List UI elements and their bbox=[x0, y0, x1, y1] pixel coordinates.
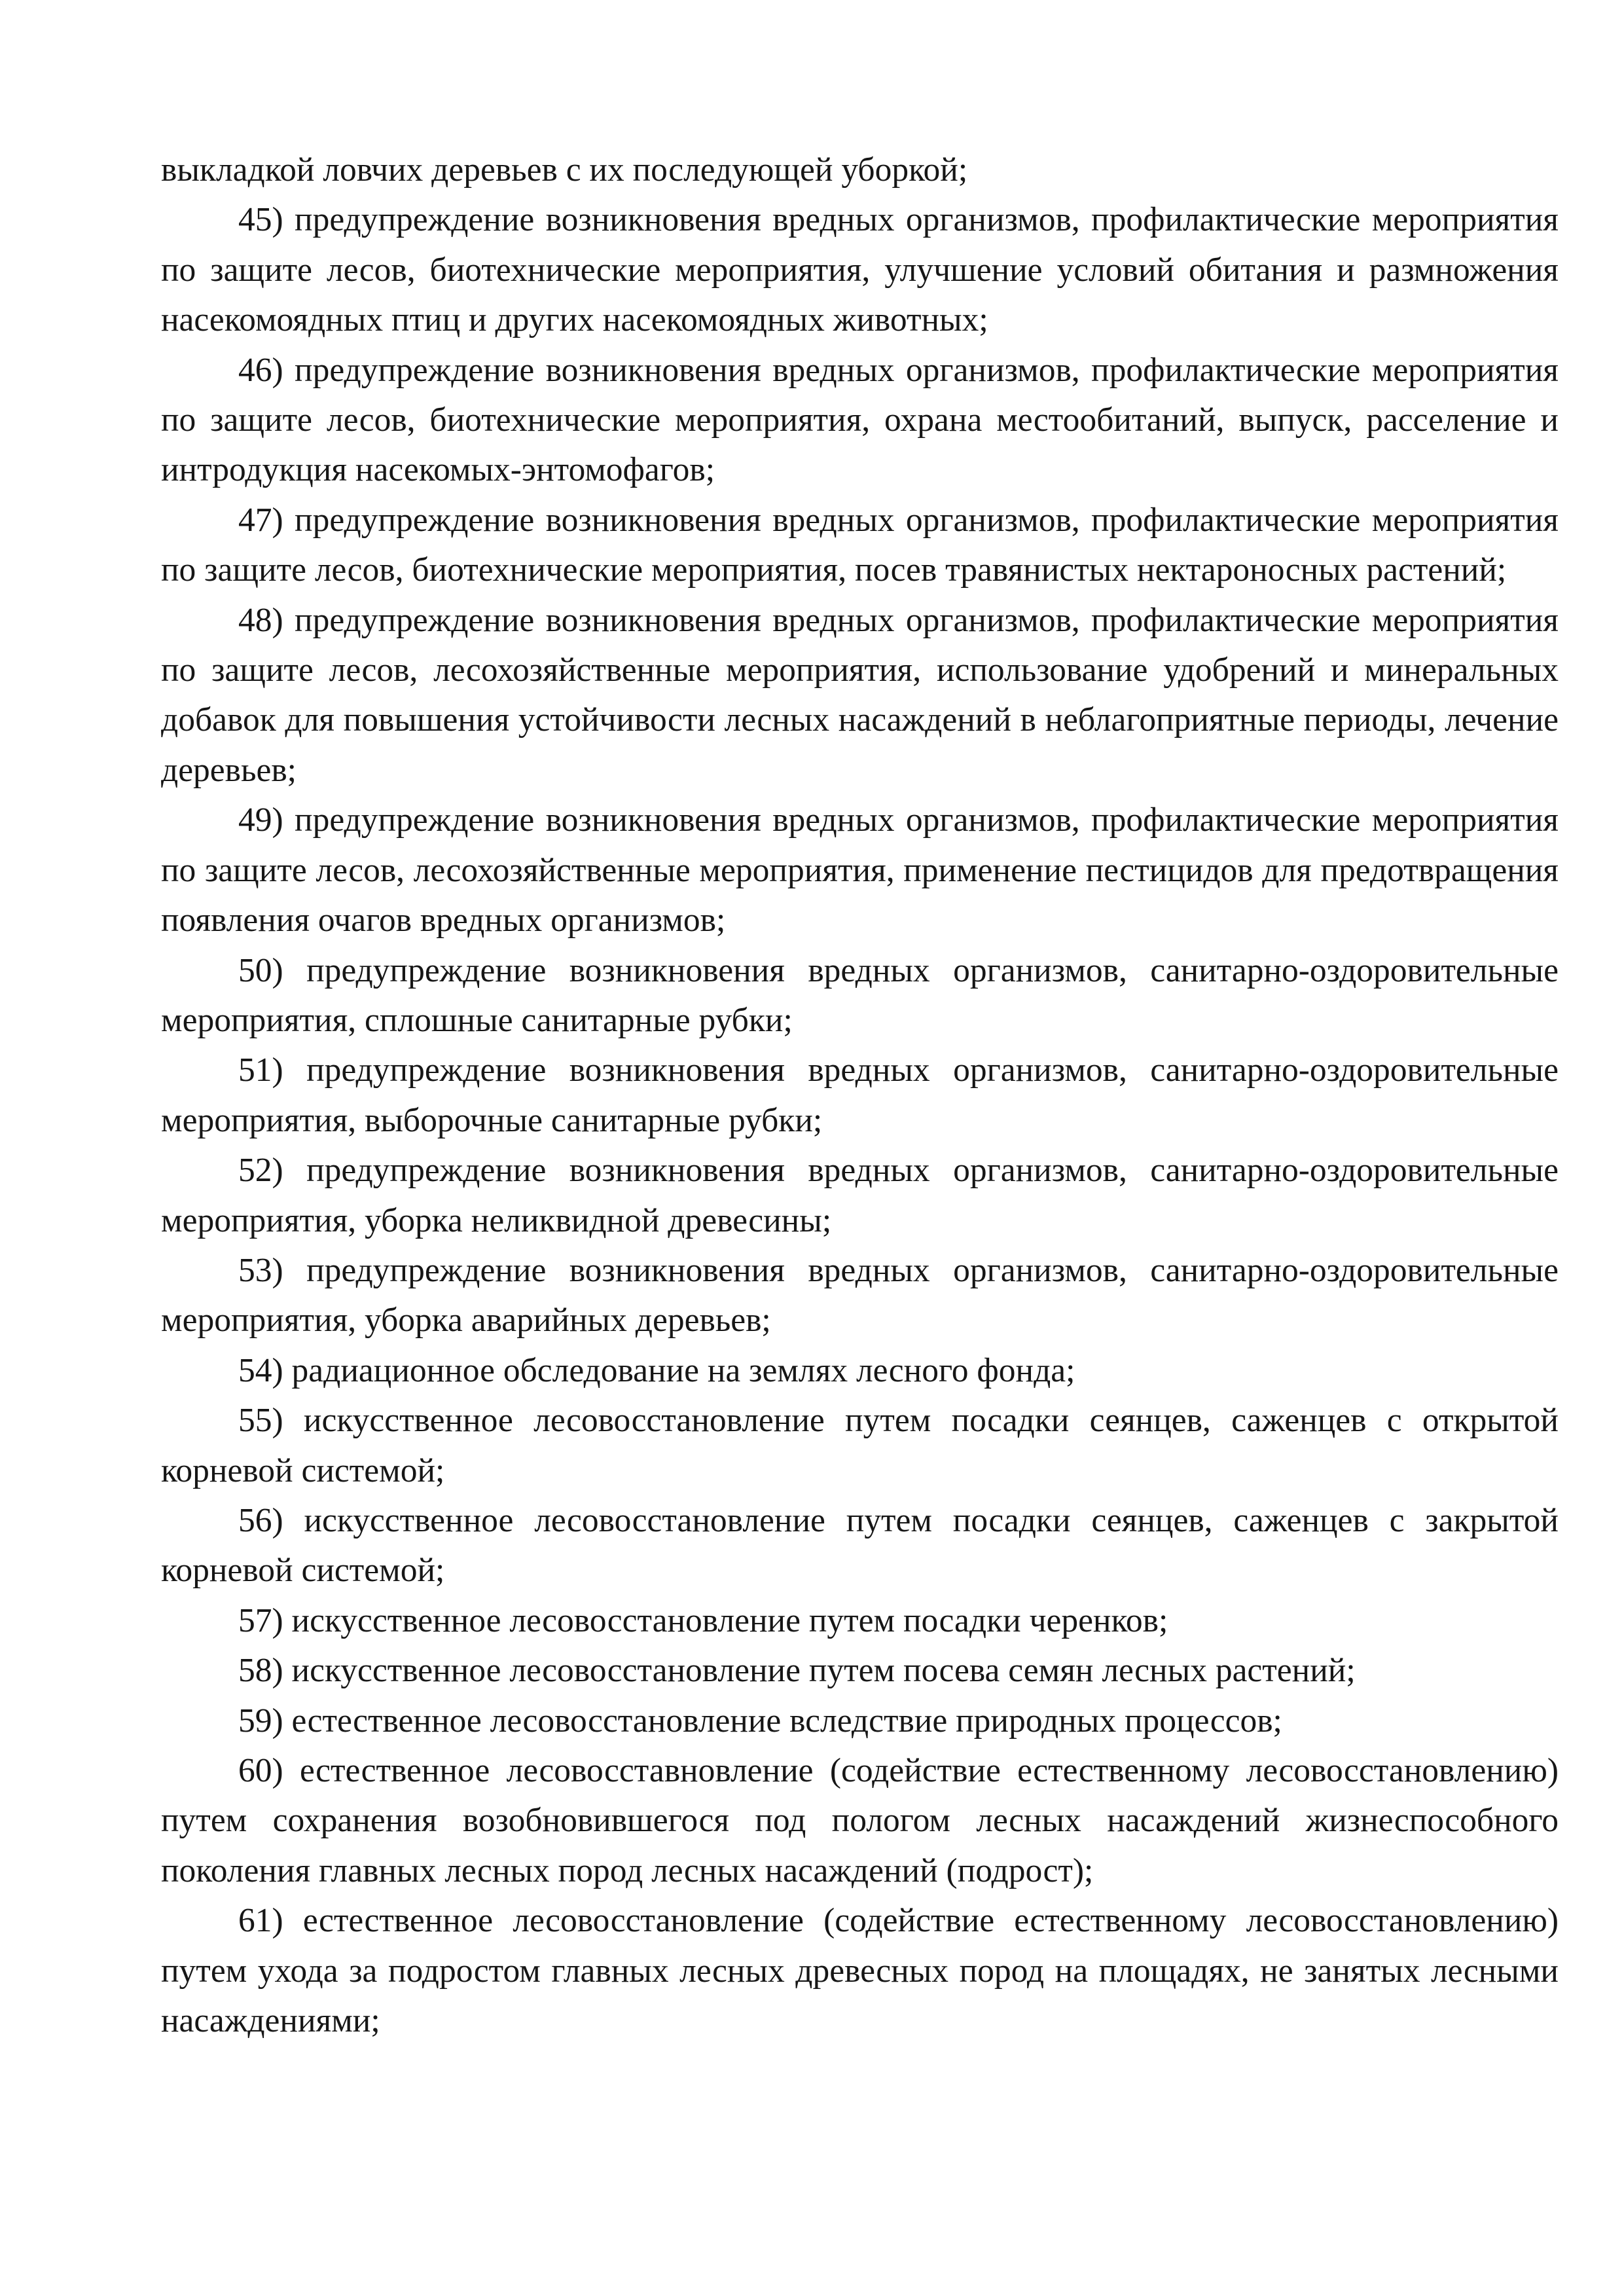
list-item-61: 61) естественное лесовосстановление (содействие естественному лесовосстановлению) путем ухода за подростом главных лесных древесных пород на площадях, не занятых лесными насаждениями; bbox=[161, 1902, 1559, 2040]
list-item-57: 57) искусственное лесовосстановление путем посадки черенков; bbox=[238, 1601, 1168, 1639]
continuation-paragraph: выкладкой ловчих деревьев с их последующей уборкой; bbox=[161, 151, 968, 189]
document-body bbox=[161, 145, 1559, 2046]
list-item-48: 48) предупреждение возникновения вредных организмов, профилактические мероприятия по защите лесов, лесохозяйственные мероприятия, использование удобрений и минеральных добавок для повышения устойчивости лесных насаждений в неблагоприятные периоды, лечение деревьев; bbox=[161, 601, 1559, 789]
list-item-49: 49) предупреждение возникновения вредных организмов, профилактические мероприятия по защите лесов, лесохозяйственные мероприятия, применение пестицидов для предотвращения появления очагов вредных организмов; bbox=[161, 801, 1559, 939]
list-item-55: 55) искусственное лесовосстановление путем посадки сеянцев, саженцев с открытой корневой системой; bbox=[161, 1402, 1559, 1489]
list-item-54: 54) радиационное обследование на землях лесного фонда; bbox=[238, 1351, 1075, 1389]
list-item-47: 47) предупреждение возникновения вредных организмов, профилактические мероприятия по защите лесов, биотехнические мероприятия, посев травянистых нектароносных растений; bbox=[161, 501, 1559, 589]
list-item-58: 58) искусственное лесовосстановление путем посева семян лесных растений; bbox=[238, 1652, 1356, 1690]
list-item-46: 46) предупреждение возникновения вредных организмов, профилактические мероприятия по защите лесов, биотехнические мероприятия, охрана местообитаний, выпуск, расселение и интродукция насекомых-энтомофагов; bbox=[161, 351, 1559, 489]
list-item-59: 59) естественное лесовосстановление вследствие природных процессов; bbox=[238, 1702, 1282, 1740]
list-item-52: 52) предупреждение возникновения вредных организмов, санитарно-оздоровительные мероприятия, уборка неликвидной древесины; bbox=[161, 1152, 1559, 1239]
list-item-45: 45) предупреждение возникновения вредных организмов, профилактические мероприятия по защите лесов, биотехнические мероприятия, улучшение условий обитания и размножения насекомоядных птиц и других насекомоядных животных; bbox=[161, 201, 1559, 339]
list-item-50: 50) предупреждение возникновения вредных организмов, санитарно-оздоровительные мероприятия, сплошные санитарные рубки; bbox=[161, 951, 1559, 1039]
list-item-60: 60) естественное лесовосставновление (содействие естественному лесовосстановлению) путем сохранения возобновившегося под пологом лесных насаждений жизнеспособного поколения главных лесных пород лесных насаждений (подрост); bbox=[161, 1752, 1559, 1889]
list-item-56: 56) искусственное лесовосстановление путем посадки сеянцев, саженцев с закрытой корневой системой; bbox=[161, 1501, 1559, 1590]
list-item-53: 53) предупреждение возникновения вредных организмов, санитарно-оздоровительные мероприятия, уборка аварийных деревьев; bbox=[161, 1251, 1559, 1339]
list-item-51: 51) предупреждение возникновения вредных организмов, санитарно-оздоровительные мероприятия, выборочные санитарные рубки; bbox=[161, 1051, 1559, 1139]
